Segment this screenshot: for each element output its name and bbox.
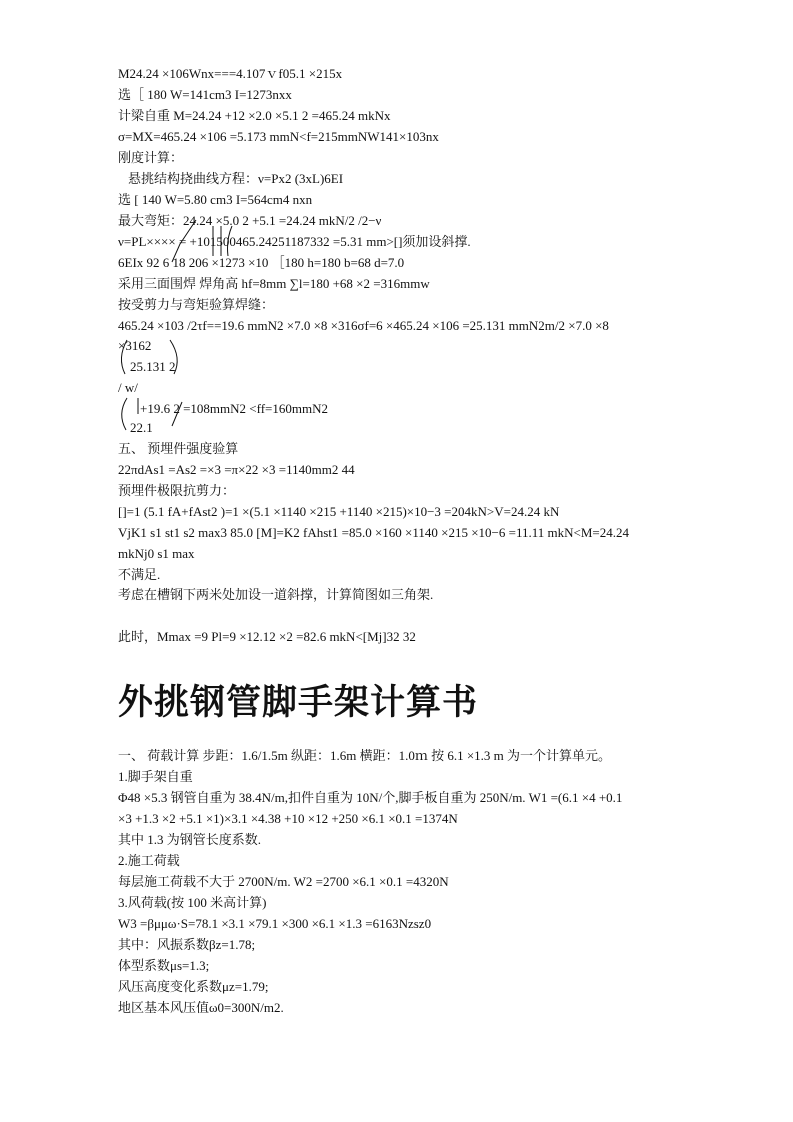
bracket-stroke (228, 226, 233, 256)
calc-line: 22.1 (130, 420, 153, 435)
calc-line: 此时，Mmax =9 Pl=9 ×12.12 ×2 =82.6 mkN<[Mj]32 32 (118, 629, 416, 644)
section-line: 其中 1.3 为钢管长度系数. (118, 832, 262, 847)
calc-line: 25.131 2 (130, 359, 176, 374)
calc-line: 悬挑结构挠曲线方程：ν=Px2 (3xL)6EI (128, 171, 344, 186)
calc-line: σ=MX=465.24 ×106 =5.173 mmN<f=215mmNW141×103nx (118, 129, 439, 144)
formula-brackets (0, 0, 793, 440)
calc-line: VjK1 s1 st1 s2 max3 85.0 [M]=K2 fAhst1 =85.0 ×160 ×1140 ×215 ×10−6 =11.11 mkN<M=24.24 (118, 525, 629, 540)
section-line: 3.风荷载(按 100 米高计算) (118, 895, 267, 910)
bracket-stroke (170, 340, 177, 374)
calc-line: mkNj0 s1 max (118, 546, 195, 561)
calc-line: 计梁自重 M=24.24 +12 ×2.0 ×5.1 2 =465.24 mkNx (118, 108, 391, 123)
calc-line: 五、 预埋件强度验算 (118, 441, 239, 456)
section-line: 1.脚手架自重 (118, 769, 193, 784)
section-line: 体型系数μs=1.3; (118, 958, 210, 973)
section-line: 其中：风振系数βz=1.78; (118, 937, 256, 952)
bracket-stroke (122, 398, 127, 430)
calc-line: 采用三面围焊 焊角高 hf=8mm ∑l=180 +68 ×2 =316mmw (118, 276, 430, 291)
calc-line: +19.6 2 =108mmN2 <ff=160mmN2 (140, 401, 328, 416)
calc-line: 选［ 180 W=141cm3 I=1273nxx (118, 87, 292, 102)
section-line: ×3 +1.3 ×2 +5.1 ×1)×3.1 ×4.38 +10 ×12 +250 ×6.1 ×0.1 =1374N (118, 811, 458, 826)
section-line: 每层施工荷载不大于 2700N/m. W2 =2700 ×6.1 ×0.1 =4320N (118, 874, 449, 889)
calc-line: 6EIx 92 6 18 206 ×1273 ×10 ［180 h=180 b=68 d=7.0 (118, 255, 405, 270)
calc-line: 22πdAs1 =As2 =×3 =π×22 ×3 =1140mm2 44 (118, 462, 355, 477)
section-line: 地区基本风压值ω0=300N/m2. (118, 1000, 284, 1015)
section-line: 风压高度变化系数μz=1.79; (118, 979, 269, 994)
section-line: 2.施工荷载 (118, 853, 180, 868)
calc-line: 刚度计算： (118, 150, 184, 165)
section-line: W3 =βμμω·S=78.1 ×3.1 ×79.1 ×300 ×6.1 ×1.3 =6163Nzsz0 (118, 916, 432, 931)
calc-line: ν=PL×××× = +101500465.24251187332 =5.31 mm>[]须加设斜撑. (118, 234, 471, 249)
section-line: Φ48 ×5.3 钢管自重为 38.4N/m,扣件自重为 10N/个,脚手板自重为 250N/m. W1 =(6.1 ×4 +0.1 (118, 790, 623, 805)
calc-line: ×3162 (118, 338, 152, 353)
calc-line: 最大弯矩：24.24 ×5.0 2 +5.1 =24.24 mkN/2 /2−ν (118, 213, 382, 228)
section-line: 一、 荷载计算 步距：1.6/1.5m 纵距：1.6m 横距：1.0ｍ 按 6.1 ×1.3 m 为一个计算单元。 (118, 748, 612, 763)
calc-line: 不满足. (118, 567, 161, 582)
calc-line: / w/ (118, 380, 138, 395)
calc-line: M24.24 ×106Wnx===4.107ｖf05.1 ×215x (118, 66, 343, 81)
calc-line: 按受剪力与弯矩验算焊缝： (118, 297, 275, 312)
calc-line: 465.24 ×103 /2τf==19.6 mmN2 ×7.0 ×8 ×316σf=6 ×465.24 ×106 =25.131 mmN2m/2 ×7.0 ×8 (118, 318, 609, 333)
calc-line: 预埋件极限抗剪力： (118, 483, 236, 498)
bracket-stroke (172, 402, 182, 426)
calc-line: []=1 (5.1 fA+fAst2 )=1 ×(5.1 ×1140 ×215 +1140 ×215)×10−3 =204kN>V=24.24 kN (118, 504, 560, 519)
calc-line: 选 [ 140 W=5.80 cm3 I=564cm4 nxn (118, 192, 313, 207)
bracket-stroke (121, 340, 127, 374)
document-title: 外挑钢管脚手架计算书 (118, 683, 479, 723)
bracket-stroke (172, 220, 196, 262)
calc-line: 考虑在槽钢下两米处加设一道斜撑，计算简图如三角架. (118, 587, 434, 602)
